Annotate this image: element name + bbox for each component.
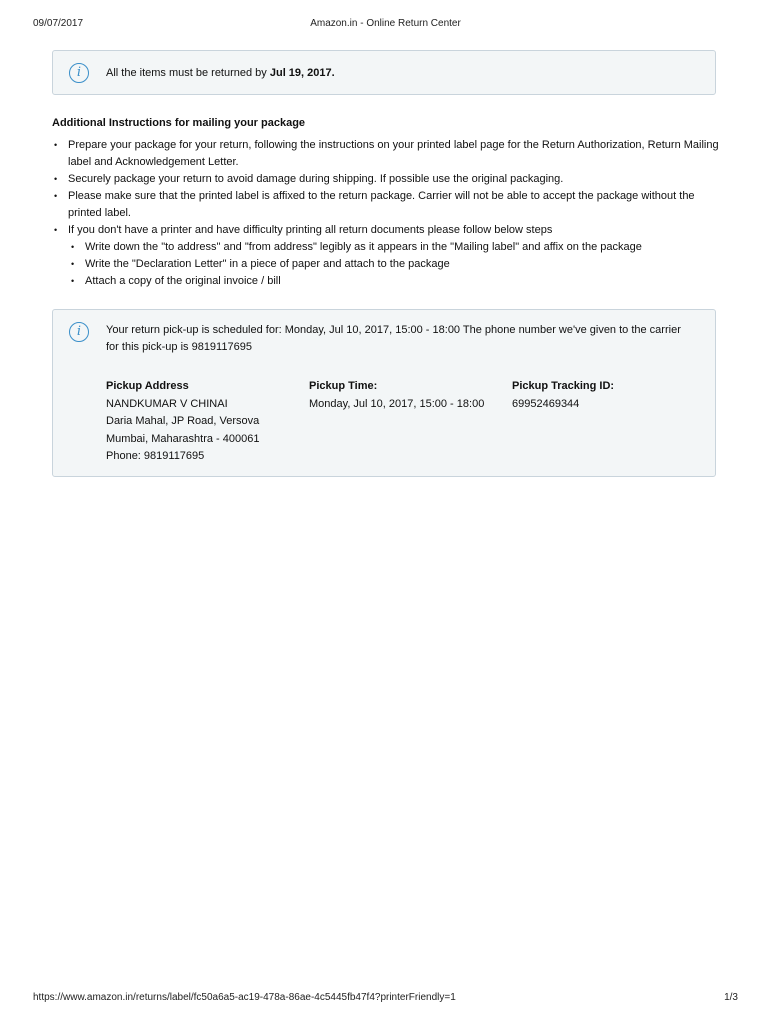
pickup-schedule-alert	[52, 309, 716, 477]
mailing-instructions	[52, 116, 722, 290]
pickup-name: NANDKUMAR V CHINAI	[106, 397, 228, 410]
instruction-item: • Securely package your return to avoid damage during shipping. If possible use the original packaging.	[68, 171, 722, 188]
pickup-address-line2: Mumbai, Maharashtra - 400061	[106, 432, 260, 445]
return-deadline-prefix: All the items must be returned by	[106, 67, 270, 79]
pickup-tracking-id: 69952469344	[512, 397, 580, 410]
pickup-schedule-text: Your return pick-up is scheduled for: Monday, Jul 10, 2017, 15:00 - 18:00 The phone number we've given to the carrier for this pick-up is 9819117695	[106, 324, 681, 353]
pickup-time	[309, 378, 509, 413]
page-url: https://www.amazon.in/returns/label/fc50a6a5-ac19-478a-86ae-4c5445fb47f4?printerFriendly=1	[33, 992, 456, 1003]
page-number: 1/3	[724, 992, 738, 1003]
pickup-address-line1: Daria Mahal, JP Road, Versova	[106, 415, 260, 427]
info-icon: i	[69, 322, 89, 342]
instructions-list	[52, 137, 722, 290]
pickup-time-header: Pickup Time:	[309, 380, 378, 392]
return-deadline-date: Jul 19, 2017.	[269, 67, 335, 79]
page-title: Amazon.in - Online Return Center	[310, 18, 461, 29]
instruction-sub-item: • Attach a copy of the original invoice / bill	[85, 273, 722, 290]
info-icon: i	[69, 63, 89, 83]
instruction-sub-item: • Write down the "to address" and "from address" legibly as it appears in the "Mailing label" and affix on the package	[85, 239, 722, 256]
instruction-sub-list	[68, 239, 722, 290]
pickup-tracking	[512, 378, 712, 413]
return-deadline-alert	[52, 50, 716, 95]
pickup-tracking-header: Pickup Tracking ID:	[512, 380, 615, 392]
instructions-heading: Additional Instructions for mailing your package	[52, 117, 306, 129]
pickup-address	[106, 378, 306, 466]
instruction-item: • Prepare your package for your return, following the instructions on your printed label page for the Return Authorization, Return Mailing label and Acknowledgement Letter.	[68, 137, 722, 171]
pickup-time-value: Monday, Jul 10, 2017, 15:00 - 18:00	[309, 397, 485, 410]
pickup-phone: Phone: 9819117695	[106, 450, 205, 462]
instruction-sub-item: • Write the "Declaration Letter" in a piece of paper and attach to the package	[85, 256, 722, 273]
instruction-item-text: If you don't have a printer and have difficulty printing all return documents please follow below steps	[68, 224, 553, 236]
return-deadline-text	[106, 65, 685, 82]
print-footer	[33, 992, 738, 1006]
instruction-item-no-printer	[68, 222, 722, 290]
print-date: 09/07/2017	[33, 18, 84, 29]
pickup-address-header: Pickup Address	[106, 380, 189, 392]
instruction-item: • Please make sure that the printed label is affixed to the return package. Carrier will not be able to accept the package without the printed label.	[68, 188, 722, 222]
print-header	[33, 18, 738, 32]
